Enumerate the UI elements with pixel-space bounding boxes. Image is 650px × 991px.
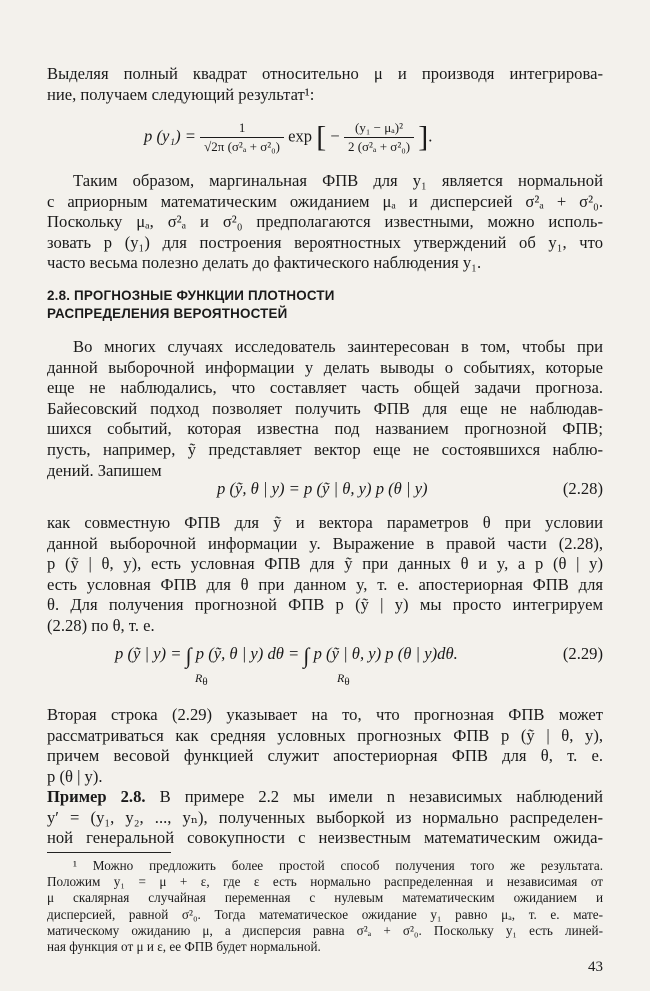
- text-line: Во многих случаях исследователь заинтересован в том, чтобы при: [73, 337, 603, 356]
- eq-lhs: p (ỹ | y) =: [115, 644, 182, 663]
- text-line: p (θ | y).: [47, 766, 103, 786]
- paragraph-average-predictive: [47, 705, 603, 787]
- integral-limit: Rθ: [337, 671, 350, 688]
- text-line: часто весьма полезно делать до фактического наблюдения y₁.: [47, 253, 482, 273]
- eq-integrand-1: p (ỹ, θ | y) dθ =: [195, 644, 300, 663]
- eq-fraction-denominator: √2π (σ²ₐ + σ²₀): [204, 139, 280, 154]
- heading-line: 2.8. ПРОГНОЗНЫЕ ФУНКЦИИ ПЛОТНОСТИ: [47, 288, 335, 303]
- eq-exp: exp: [288, 126, 313, 146]
- equation-2-28: [47, 478, 603, 500]
- heading-line: РАСПРЕДЕЛЕНИЯ ВЕРОЯТНОСТЕЙ: [47, 306, 288, 321]
- footnote-line: ¹ Можно предложить более простой способ получения того же результата.: [73, 858, 603, 873]
- text-line: дений. Запишем: [47, 460, 162, 480]
- footnote: [47, 858, 603, 955]
- eq-lhs: p (y₁) =: [144, 126, 196, 146]
- footnote-divider: [47, 852, 171, 853]
- paragraph-completing-square: [47, 64, 603, 105]
- eq-integrand-2: p (ỹ | θ, y) p (θ | y)dθ.: [313, 644, 458, 663]
- paragraph-example-2-8: [47, 787, 603, 849]
- example-label: Пример 2.8.: [47, 787, 146, 806]
- equation-body: p (ỹ, θ | y) = p (ỹ | θ, y) p (θ | y): [217, 479, 428, 498]
- text-line: p (ỹ | θ, y), есть условная ФПВ для ỹ при данных θ и y, а p (θ | y): [47, 554, 603, 574]
- text-line: ние, получаем следующий результат¹:: [47, 84, 315, 104]
- text-line: есть условная ФПВ для θ при данном y, т. е. апостериорная ФПВ для: [47, 574, 603, 594]
- left-bracket: [: [316, 120, 327, 154]
- footnote-line: ная функция от μ и ε, ее ФПВ будет нормальной.: [47, 939, 321, 955]
- text-line: пусть, например, ỹ представляет вектор еще не состоявшихся наблю-: [47, 439, 603, 459]
- text-line: с априорным математическим ожиданием μₐ и дисперсией σ²ₐ + σ²₀.: [47, 191, 603, 211]
- text-line: ной генеральной совокупности с неизвестным математическим ожида-: [47, 828, 603, 848]
- text-line: θ. Для получения прогнозной ФПВ p (ỹ | y) мы просто интегрируем: [47, 595, 603, 615]
- eq-inner-fraction: [344, 120, 414, 155]
- right-bracket: ]: [418, 120, 429, 154]
- eq-inner-numerator: (y₁ − μₐ)²: [344, 120, 414, 138]
- equation-2-29: [47, 641, 603, 693]
- footnote-line: Положим y₁ = μ + ε, где ε есть нормально распределенная и независимая от: [47, 874, 603, 890]
- text-line: шихся событий, которая известна под названием прогнозной ФПВ;: [47, 419, 603, 439]
- text-line: Таким образом, маргинальная ФПВ для y₁ является нормальной: [73, 171, 603, 190]
- page-number: 43: [588, 959, 603, 975]
- text-line: данной выборочной информации y делать выводы о событиях, которые: [47, 357, 603, 377]
- integral-sign: ∫: [185, 643, 192, 668]
- text-line: Пример 2.8. В примере 2.2 мы имели n независимых наблюдений: [47, 787, 603, 806]
- equation-marginal-pdf: [47, 112, 603, 162]
- text-line: Выделяя полный квадрат относительно μ и производя интегрирова-: [47, 64, 603, 83]
- integral-sign: ∫: [303, 643, 310, 668]
- equation-number: (2.28): [562, 479, 603, 498]
- footnote-line: матическому ожиданию μ, а дисперсия равна σ²ₐ + σ²₀. Поскольку y₁ есть линей-: [47, 922, 603, 938]
- integral-limit: Rθ: [195, 671, 208, 688]
- section-heading: [47, 287, 603, 323]
- eq-fraction: [200, 120, 284, 155]
- footnote-line: дисперсией, равной σ²₀. Тогда математическое ожидание y₁ равно μₐ, т. е. мате-: [47, 906, 603, 922]
- eq-minus: −: [330, 126, 340, 146]
- text-line: Поскольку μₐ, σ²ₐ и σ²₀ предполагаются известными, можно исполь-: [47, 212, 603, 232]
- text-line: (2.28) по θ, т. е.: [47, 615, 155, 635]
- paragraph-predictive-intro: [47, 337, 603, 481]
- text-line: рассматриваться как средняя условных прогнозных ФПВ p (ỹ | θ, y),: [47, 725, 603, 745]
- text-line: y′ = (y₁, y₂, ..., yₙ), полученных выборкой из нормально распределен-: [47, 807, 603, 827]
- eq-inner-denominator: 2 (σ²ₐ + σ²₀): [347, 139, 411, 154]
- text-line: причем весовой функцией служит апостериорная ФПВ для θ, т. е.: [47, 746, 603, 766]
- equation-number: (2.29): [562, 644, 603, 663]
- text-line: как совместную ФПВ для ỹ и вектора параметров θ при условии: [47, 513, 603, 532]
- text-line: еще не наблюдались, что составляет часть общей задачи прогноза.: [47, 378, 603, 398]
- text-line: Байесовский подход позволяет получить ФПВ для еще не наблюдав-: [47, 398, 603, 418]
- text-line: зовать p (y₁) для построения вероятностных утверждений об y₁, что: [47, 232, 603, 252]
- text-line: Вторая строка (2.29) указывает на то, что прогнозная ФПВ может: [47, 705, 603, 724]
- footnote-line: μ скалярная случайная переменная с нулевым математическим ожиданием и: [47, 890, 603, 906]
- text-line: данной выборочной информации y. Выражение в правой части (2.28),: [47, 533, 603, 553]
- paragraph-joint-pdf: [47, 513, 603, 637]
- eq-period: .: [428, 126, 433, 146]
- eq-fraction-numerator: 1: [200, 120, 284, 138]
- paragraph-marginal-pdf: [47, 171, 603, 274]
